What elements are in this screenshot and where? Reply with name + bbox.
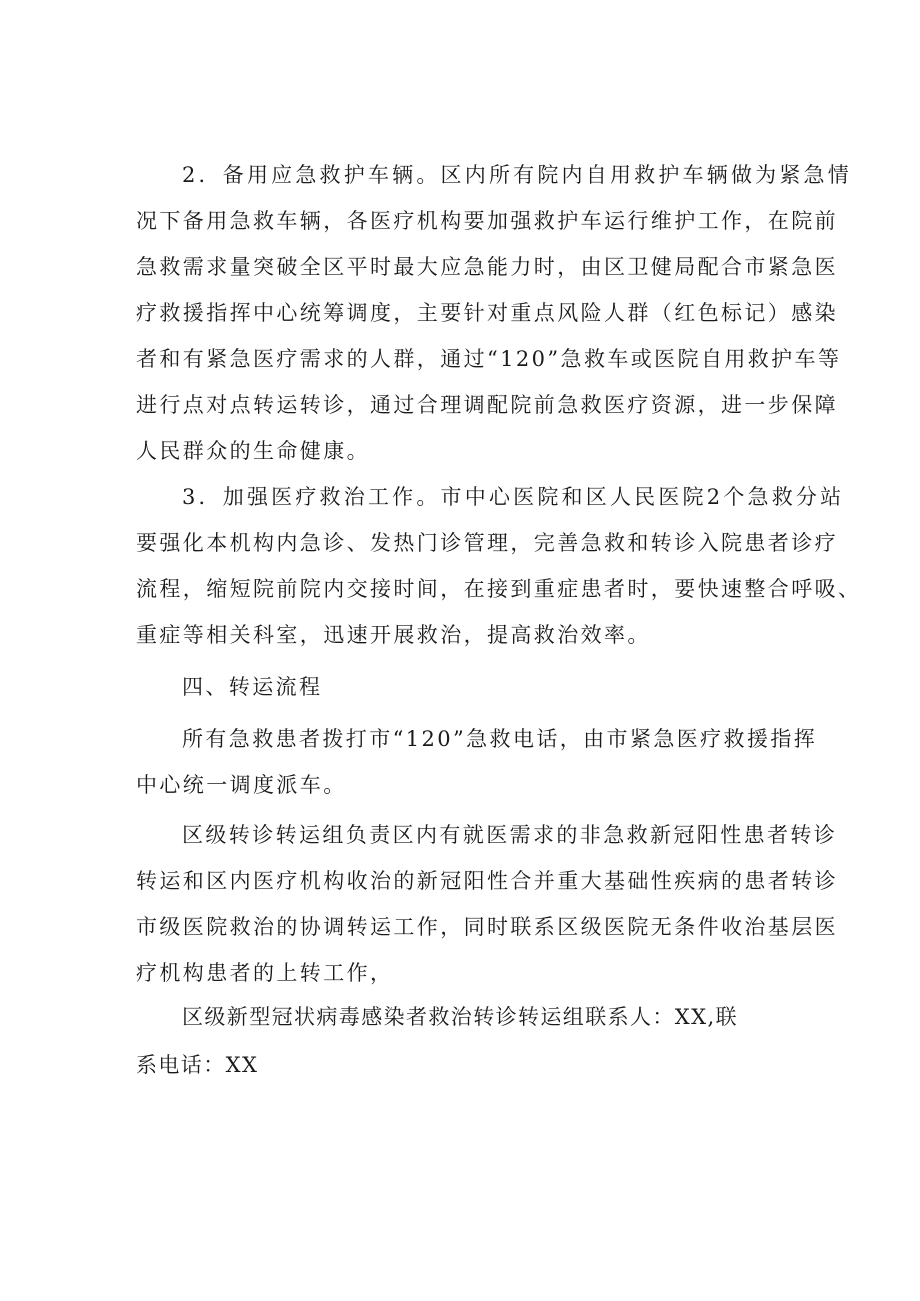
paragraph-3-line-3: 流程，缩短院前院内交接时间，在接到重症患者时，要快速整合呼吸、 xyxy=(136,577,862,601)
paragraph-3-line-1: 3．加强医疗救治工作。市中心医院和区人民医院2个急救分站 xyxy=(182,485,845,509)
paragraph-2-line-6: 进行点对点转运转诊，通过合理调配院前急救医疗资源，进一步保障 xyxy=(136,393,838,417)
paragraph-4-line-2: 中心统一调度派车。 xyxy=(136,773,347,797)
contact-line-2: 系电话：XX xyxy=(136,1053,259,1077)
contact-line-1: 区级新型冠状病毒感染者救治转诊转运组联系人：XX,联 xyxy=(182,1005,738,1029)
paragraph-2-line-1: 2．备用应急救护车辆。区内所有院内自用救护车辆做为紧急情 xyxy=(182,163,852,187)
paragraph-2-line-7: 人民群众的生命健康。 xyxy=(136,439,370,463)
paragraph-3-line-4: 重症等相关科室，迅速开展救治，提高救治效率。 xyxy=(136,623,651,647)
paragraph-2-line-5: 者和有紧急医疗需求的人群，通过“120”急救车或医院自用救护车等 xyxy=(136,347,842,371)
paragraph-2-line-4: 疗救援指挥中心统筹调度，主要针对重点风险人群（红色标记）感染 xyxy=(136,301,838,325)
paragraph-2-line-3: 急救需求量突破全区平时最大应急能力时，由区卫健局配合市紧急医 xyxy=(136,255,838,279)
paragraph-3-line-2: 要强化本机构内急诊、发热门诊管理，完善急救和转诊入院患者诊疗 xyxy=(136,531,838,555)
section-heading: 四、转运流程 xyxy=(182,675,323,699)
paragraph-5-line-1: 区级转诊转运组负责区内有就医需求的非急救新冠阳性患者转诊 xyxy=(182,823,838,847)
paragraph-5-line-3: 市级医院救治的协调转运工作，同时联系区级医院无条件收治基层医 xyxy=(136,915,838,939)
paragraph-5-line-2: 转运和区内医疗机构收治的新冠阳性合并重大基础性疾病的患者转诊 xyxy=(136,869,838,893)
paragraph-2-line-2: 况下备用急救车辆，各医疗机构要加强救护车运行维护工作，在院前 xyxy=(136,209,838,233)
paragraph-4-line-1: 所有急救患者拨打市“120”急救电话，由市紧急医疗救援指挥 xyxy=(182,727,818,751)
paragraph-5-line-4: 疗机构患者的上转工作， xyxy=(136,961,394,985)
